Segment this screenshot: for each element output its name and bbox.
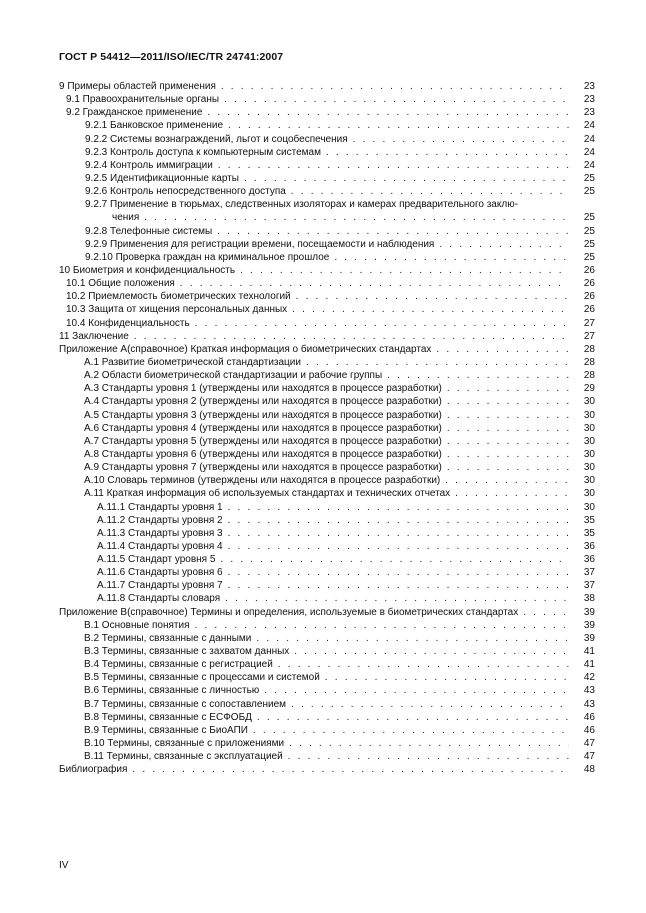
toc-entry[interactable] <box>59 553 595 566</box>
toc-entry-title: В.2 Термины, связанные с данными . . . <box>84 632 569 645</box>
toc-entry[interactable] <box>59 93 595 106</box>
toc-entry-title: А.9 Стандарты уровня 7 (утверждены или находятся в процессе разработки) . . . <box>84 461 569 474</box>
toc-entry-page: 30 <box>573 487 595 500</box>
toc-entry[interactable] <box>59 606 595 619</box>
toc-entry-page: 26 <box>573 277 595 290</box>
toc-entry-title: А.4 Стандарты уровня 2 (утверждены или находятся в процессе разработки) . . . <box>84 395 569 408</box>
toc-entry-page: 28 <box>573 369 595 382</box>
toc-entry-page: 37 <box>573 566 595 579</box>
toc-entry[interactable] <box>59 80 595 93</box>
toc-entry-title: В.3 Термины, связанные с захватом данных . . . <box>84 645 569 658</box>
toc-entry[interactable] <box>59 711 595 724</box>
toc-entry[interactable] <box>59 119 595 132</box>
toc-entry-title: В.1 Основные понятия . . . <box>84 619 569 632</box>
toc-entry-title: А.2 Области биометрической стандартизации и рабочие группы . . . <box>84 369 569 382</box>
toc-entry-page: 26 <box>573 264 595 277</box>
toc-entry[interactable] <box>59 225 595 238</box>
toc-entry-title: 9 Примеры областей применения . . . <box>59 80 569 93</box>
toc-entry-title: В.11 Термины, связанные с эксплуатацией . . . <box>84 750 569 763</box>
toc-entry-page: 25 <box>573 211 595 224</box>
toc-entry-title: Библиография . . . <box>59 763 569 776</box>
toc-entry[interactable] <box>59 238 595 251</box>
toc-entry[interactable] <box>59 277 595 290</box>
toc-entry-page: 47 <box>573 737 595 750</box>
toc-entry-title: А.11.6 Стандарты уровня 6 . . . <box>97 566 569 579</box>
toc-entry-title: А.11.5 Стандарт уровня 5 . . . <box>97 553 569 566</box>
toc-entry[interactable] <box>59 395 595 408</box>
toc-entry-title: А.8 Стандарты уровня 6 (утверждены или находятся в процессе разработки) . . . <box>84 448 569 461</box>
toc-entry-title: 9.2.8 Телефонные системы . . . <box>85 225 569 238</box>
toc-entry-title: А.11 Краткая информация об используемых стандартах и технических отчетах . . . <box>84 487 569 500</box>
toc-entry-page: 27 <box>573 330 595 343</box>
toc-entry-title: А.11.8 Стандарты словаря . . . <box>97 592 569 605</box>
toc-entry-page: 28 <box>573 356 595 369</box>
toc-entry-page: 35 <box>573 514 595 527</box>
toc-entry-page: 26 <box>573 303 595 316</box>
toc-entry[interactable] <box>59 645 595 658</box>
toc-entry[interactable] <box>59 409 595 422</box>
toc-entry-page: 25 <box>573 225 595 238</box>
toc-entry-title: 9.2 Гражданское применение . . . <box>66 106 569 119</box>
toc-entry-page: 35 <box>573 527 595 540</box>
toc-entry-page: 25 <box>573 238 595 251</box>
toc-entry-page: 46 <box>573 711 595 724</box>
toc-entry-page: 25 <box>573 251 595 264</box>
toc-entry-page: 29 <box>573 382 595 395</box>
toc-entry[interactable] <box>59 737 595 750</box>
toc-entry-page: 23 <box>573 106 595 119</box>
toc-entry[interactable] <box>59 251 595 264</box>
toc-entry[interactable] <box>59 317 595 330</box>
toc-entry[interactable] <box>59 487 595 500</box>
toc-entry-page: 39 <box>573 606 595 619</box>
toc-entry-page: 37 <box>573 579 595 592</box>
toc-entry-page: 39 <box>573 632 595 645</box>
toc-entry-page: 30 <box>573 461 595 474</box>
toc-entry-title: В.10 Термины, связанные с приложениями . . . <box>84 737 569 750</box>
toc-entry-title: 10.4 Конфиденциальность . . . <box>66 317 569 330</box>
toc-entry-page: 46 <box>573 724 595 737</box>
toc-entry-title: А.5 Стандарты уровня 3 (утверждены или находятся в процессе разработки) . . . <box>84 409 569 422</box>
toc-entry[interactable] <box>59 684 595 697</box>
toc-entry-page: 39 <box>573 619 595 632</box>
toc-entry[interactable] <box>59 264 595 277</box>
toc-entry[interactable] <box>59 448 595 461</box>
toc-entry-title: 10.2 Приемлемость биометрических технологий . . . <box>66 290 569 303</box>
toc-entry-title: 11 Заключение . . . <box>59 330 569 343</box>
toc-entry[interactable] <box>59 159 595 172</box>
toc-entry[interactable] <box>59 658 595 671</box>
toc-entry-title: 9.2.9 Применения для регистрации времени, посещаемости и наблюдения . . . <box>85 238 569 251</box>
toc-entry-title: А.11.3 Стандарты уровня 3 . . . <box>97 527 569 540</box>
toc-entry-title: А.11.1 Стандарты уровня 1 . . . <box>97 501 569 514</box>
toc-entry-title: чения . . . <box>112 211 569 224</box>
toc-entry-title: 9.2.7 Применение в тюрьмах, следственных изоляторах и камерах предварительного заклю- <box>85 199 519 211</box>
toc-entry[interactable] <box>59 763 595 776</box>
toc-entry[interactable] <box>59 343 595 356</box>
toc-entry[interactable] <box>59 435 595 448</box>
toc-entry-page: 24 <box>573 146 595 159</box>
toc-entry-page: 23 <box>573 93 595 106</box>
toc-entry[interactable] <box>59 146 595 159</box>
toc-entry-title: А.11.4 Стандарты уровня 4 . . . <box>97 540 569 553</box>
toc-entry-page: 24 <box>573 133 595 146</box>
toc-entry[interactable] <box>59 579 595 592</box>
toc-entry-title: 9.1 Правоохранительные органы . . . <box>66 93 569 106</box>
toc-entry-title: А.11.2 Стандарты уровня 2 . . . <box>97 514 569 527</box>
toc-entry-page: 36 <box>573 553 595 566</box>
toc-entry-title: В.7 Термины, связанные с сопоставлением . . . <box>84 698 569 711</box>
toc-entry-title: 9.2.1 Банковское применение . . . <box>85 119 569 132</box>
toc-entry[interactable] <box>59 698 595 711</box>
toc-entry-title: 10.3 Защита от хищения персональных данных . . . <box>66 303 569 316</box>
toc-entry-title: В.6 Термины, связанные с личностью . . . <box>84 684 569 697</box>
toc-entry-page: 30 <box>573 435 595 448</box>
toc-entry-title: В.8 Термины, связанные с ЕСФОБД . . . <box>84 711 569 724</box>
toc-entry[interactable] <box>59 619 595 632</box>
toc-entry[interactable] <box>59 422 595 435</box>
toc-entry-title: А.3 Стандарты уровня 1 (утверждены или находятся в процессе разработки) . . . <box>84 382 569 395</box>
toc-entry[interactable] <box>59 750 595 763</box>
toc-entry-title: 10.1 Общие положения . . . <box>66 277 569 290</box>
document-header: ГОСТ Р 54412—2011/ISO/IEC/TR 24741:2007 <box>59 51 284 63</box>
toc-entry[interactable] <box>59 566 595 579</box>
toc-entry-page: 36 <box>573 540 595 553</box>
toc-entry[interactable] <box>59 382 595 395</box>
toc-entry-page: 43 <box>573 698 595 711</box>
table-of-contents <box>59 80 595 776</box>
toc-entry-title: А.10 Словарь терминов (утверждены или находятся в процессе разработки) . . . <box>84 474 569 487</box>
toc-entry-title: 9.2.2 Системы вознаграждений, льгот и соцобеспечения . . . <box>85 133 569 146</box>
toc-entry-page: 25 <box>573 172 595 185</box>
toc-entry-title: 9.2.6 Контроль непосредственного доступа . . . <box>85 185 569 198</box>
toc-entry[interactable] <box>59 290 595 303</box>
toc-entry[interactable] <box>59 172 595 185</box>
toc-entry-page: 30 <box>573 501 595 514</box>
toc-entry[interactable] <box>59 303 595 316</box>
toc-entry[interactable] <box>59 724 595 737</box>
toc-entry-page: 47 <box>573 750 595 763</box>
toc-entry-page: 30 <box>573 409 595 422</box>
toc-entry-title: Приложение В(справочное) Термины и определения, используемые в биометрических стандартах . . . <box>59 606 569 619</box>
toc-entry[interactable] <box>59 474 595 487</box>
toc-entry-title: А.1 Развитие биометрической стандартизации . . . <box>84 356 569 369</box>
toc-entry[interactable] <box>59 133 595 146</box>
toc-entry-page: 27 <box>573 317 595 330</box>
toc-entry-title: А.11.7 Стандарты уровня 7 . . . <box>97 579 569 592</box>
toc-entry-page: 23 <box>573 80 595 93</box>
toc-entry-page: 28 <box>573 343 595 356</box>
page-number: IV <box>59 860 69 871</box>
toc-entry-title: Приложение А(справочное) Краткая информация о биометрических стандартах . . . <box>59 343 569 356</box>
toc-entry-page: 48 <box>573 763 595 776</box>
toc-entry[interactable] <box>59 461 595 474</box>
toc-entry[interactable] <box>59 330 595 343</box>
toc-entry[interactable] <box>59 356 595 369</box>
toc-entry-page: 26 <box>573 290 595 303</box>
toc-entry-page: 42 <box>573 671 595 684</box>
toc-entry-title: 10 Биометрия и конфиденциальность . . . <box>59 264 569 277</box>
toc-entry-page: 43 <box>573 684 595 697</box>
toc-entry[interactable] <box>59 514 595 527</box>
toc-entry-page: 30 <box>573 395 595 408</box>
toc-entry[interactable] <box>59 185 595 198</box>
toc-entry[interactable] <box>59 369 595 382</box>
toc-entry[interactable] <box>59 527 595 540</box>
toc-entry-page: 38 <box>573 592 595 605</box>
toc-entry-title: В.4 Термины, связанные с регистрацией . . . <box>84 658 569 671</box>
toc-entry[interactable] <box>59 632 595 645</box>
toc-entry-page: 24 <box>573 119 595 132</box>
toc-entry-page: 24 <box>573 159 595 172</box>
toc-entry-title: А.6 Стандарты уровня 4 (утверждены или находятся в процессе разработки) . . . <box>84 422 569 435</box>
toc-entry-title: 9.2.4 Контроль иммиграции . . . <box>85 159 569 172</box>
toc-entry-page: 25 <box>573 185 595 198</box>
toc-entry-title: 9.2.10 Проверка граждан на криминальное прошлое . . . <box>85 251 569 264</box>
toc-entry-title: В.9 Термины, связанные с БиоАПИ . . . <box>84 724 569 737</box>
toc-entry[interactable] <box>59 106 595 119</box>
toc-entry-title: 9.2.5 Идентификационные карты . . . <box>85 172 569 185</box>
toc-entry-page: 41 <box>573 658 595 671</box>
toc-entry-title: В.5 Термины, связанные с процессами и системой . . . <box>84 671 569 684</box>
toc-entry-page: 30 <box>573 448 595 461</box>
toc-entry[interactable] <box>59 540 595 553</box>
toc-entry-page: 30 <box>573 422 595 435</box>
toc-entry-title: 9.2.3 Контроль доступа к компьютерным системам . . . <box>85 146 569 159</box>
toc-entry[interactable] <box>59 198 595 211</box>
toc-entry-title: А.7 Стандарты уровня 5 (утверждены или находятся в процессе разработки) . . . <box>84 435 569 448</box>
toc-entry-page: 41 <box>573 645 595 658</box>
toc-entry-page: 30 <box>573 474 595 487</box>
toc-entry[interactable] <box>59 501 595 514</box>
toc-entry[interactable] <box>59 592 595 605</box>
toc-entry[interactable] <box>59 671 595 684</box>
toc-entry[interactable] <box>59 211 595 224</box>
